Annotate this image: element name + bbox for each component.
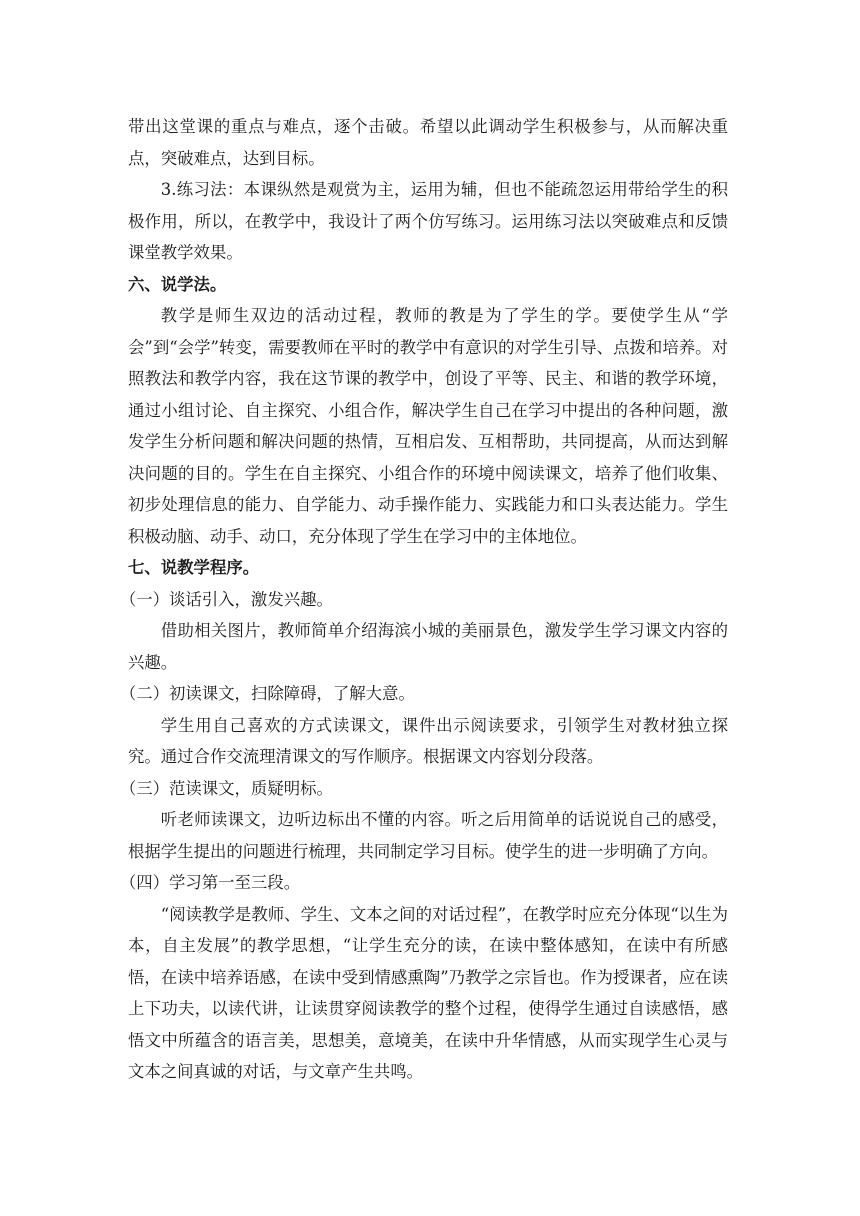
paragraph-step-1: 借助相关图片，教师简单介绍海滨小城的美丽景色，激发学生学习课文内容的兴趣。 [128,621,728,672]
section-heading-teaching-procedure: 七、说教学程序。 [128,558,260,577]
paragraph-practice-method: 3.练习法：本课纵然是观赏为主，运用为辅，但也不能疏忽运用带给学生的积极作用，所以，在教学中，我设计了两个仿写练习。运用练习法以突破难点和反馈课堂教学效果。 [128,180,728,262]
section-heading-learning-method: 六、说学法。 [128,274,227,294]
paragraph-step-3: 听老师读课文，边听边标出不懂的内容。听之后用简单的话说说自己的感受，根据学生提出的问题进行梳理，共同制定学习目标。使学生的进一步明确了方向。 [128,810,728,861]
subheading-step-2: （二）初读课文，扫除障碍，了解大意。 [119,684,415,703]
paragraph-learning-method: 教学是师生双边的活动过程，教师的教是为了学生的学。要使学生从“学会”到“会学”转变，需要教师在平时的教学中有意识的对学生引导、点拨和培养。对照教法和教学内容，我在这节课的教学中，创设了平等、民主、和谐的教学环境，通过小组讨论、自主探究、小组合作，解决学生自己在学习中提出的各种问题，激发学生分析问题和解决问题的热情，互相启发、互相帮助，共同提高，从而达到解决问题的目的。学生在自主探究、小组合作的环境中阅读课文，培养了他们收集、初步处理信息的能力、自学能力、动手操作能力、实践能力和口头表达能力。学生积极动脑、动手、动口，充分体现了学生在学习中的主体地位。 [128,306,728,546]
subheading-step-1: （一）谈话引入，激发兴趣。 [119,589,333,609]
subheading-step-4: （四）学习第一至三段。 [119,873,301,892]
document-page [119,111,728,1088]
paragraph-step-4: “阅读教学是教师、学生、文本之间的对话过程”，在教学时应充分体现“以生为本，自主发展”的教学思想，“让学生充分的读，在读中整体感知，在读中有所感悟，在读中培养语感，在读中受到情感熏陶”乃教学之宗旨也。作为授课者，应在读上下功夫，以读代讲，让读贯穿阅读教学的整个过程，使得学生通过自读感悟，感悟文中所蕴含的语言美，思想美，意境美，在读中升华情感，从而实现学生心灵与文本之间真诚的对话，与文章产生共鸣。 [128,904,728,1081]
paragraph-step-2: 学生用自己喜欢的方式读课文，课件出示阅读要求，引领学生对教材独立探究。通过合作交流理清课文的写作顺序。根据课文内容划分段落。 [128,715,728,766]
paragraph-key-points: 带出这堂课的重点与难点，逐个击破。希望以此调动学生积极参与，从而解决重点，突破难点，达到目标。 [128,117,728,168]
subheading-step-3: （三）范读课文，质疑明标。 [119,778,333,798]
